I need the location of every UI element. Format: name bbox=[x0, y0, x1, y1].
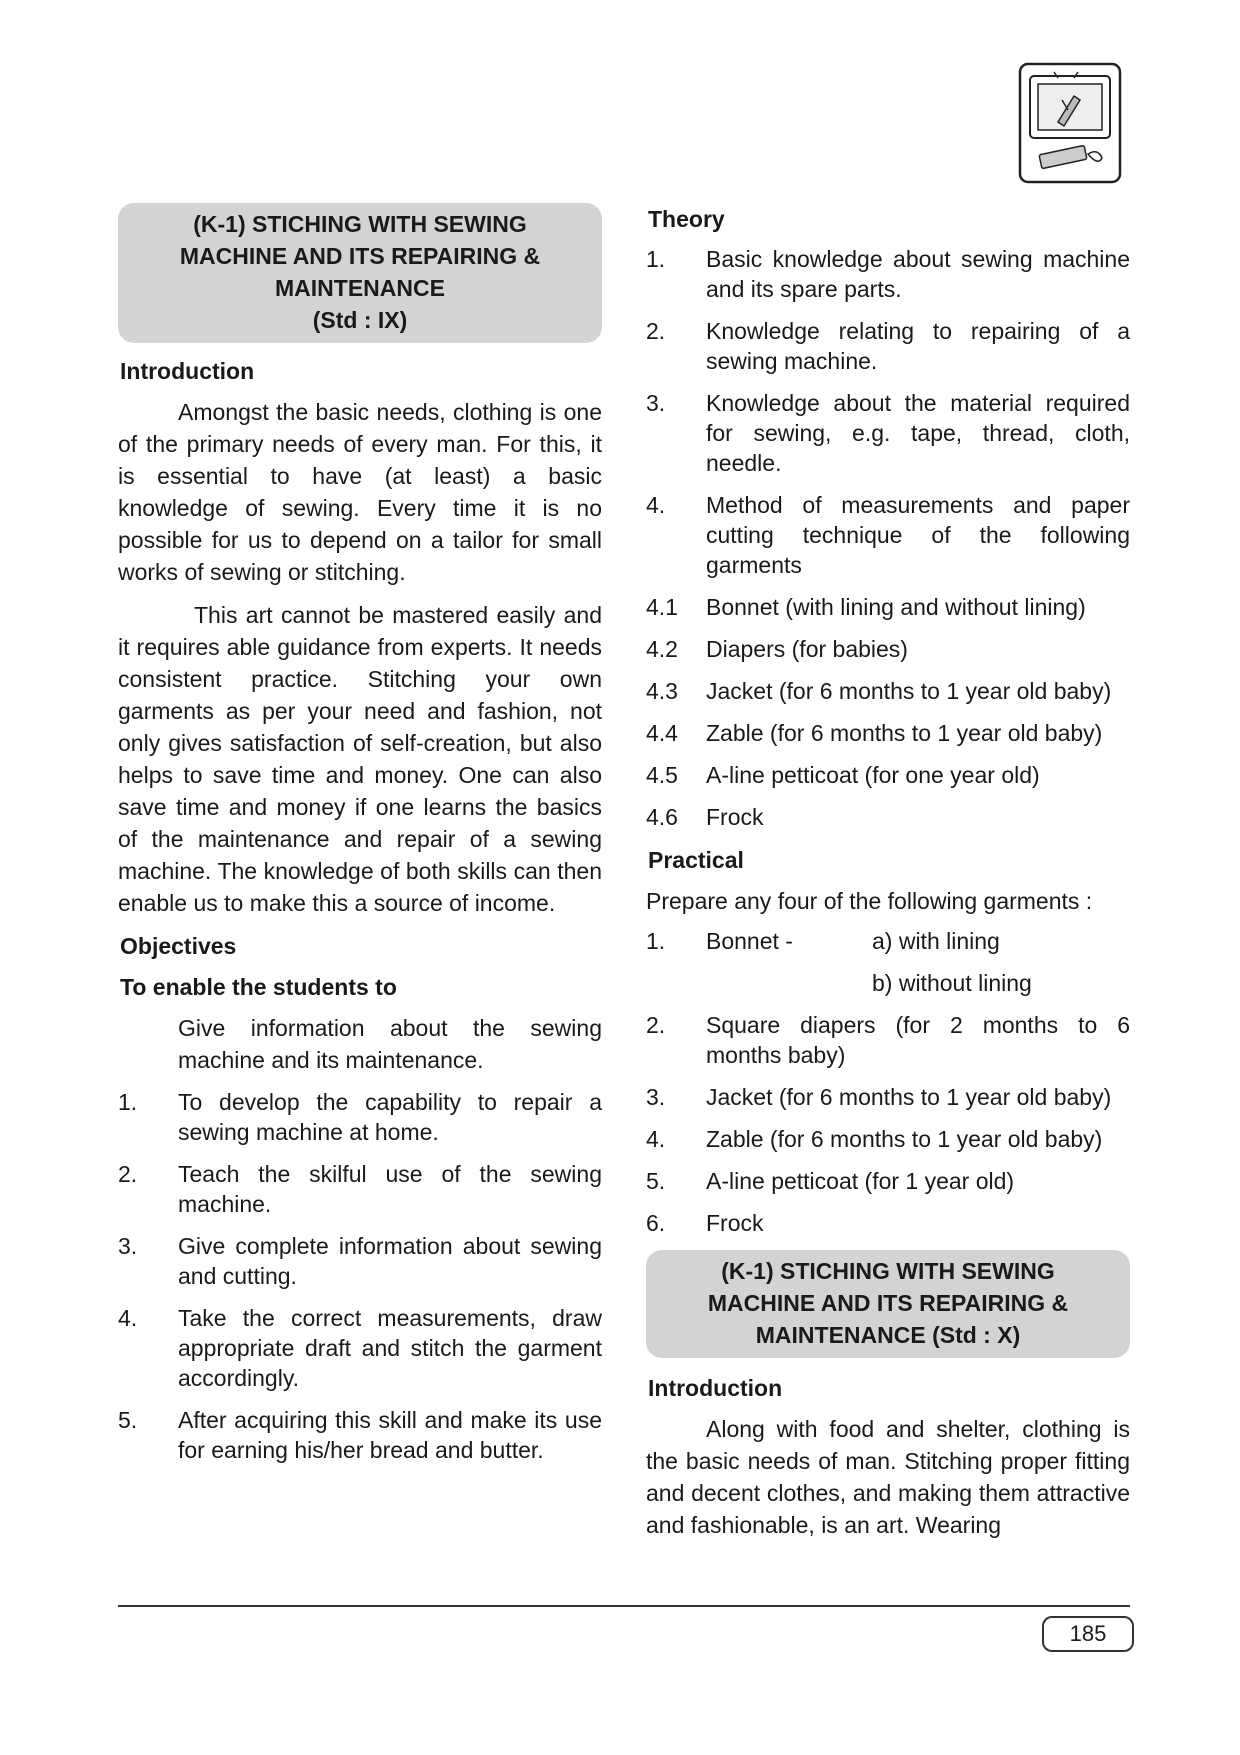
item-number: 1. bbox=[646, 928, 666, 954]
practical-item bbox=[646, 1010, 1130, 1070]
item-number: 4. bbox=[646, 492, 666, 518]
item-text: Frock bbox=[706, 1210, 764, 1236]
item-text: Knowledge relating to repairing of a sewing machine. bbox=[706, 318, 1130, 374]
standard-label: (Std : IX) bbox=[312, 307, 408, 333]
practical-item bbox=[646, 1166, 1130, 1196]
item-number: 4.1 bbox=[646, 594, 678, 620]
item-text: Jacket (for 6 months to 1 year old baby) bbox=[706, 678, 1112, 704]
course-title-line: MACHINE AND ITS REPAIRING & bbox=[179, 243, 541, 269]
course-title-line: MACHINE AND ITS REPAIRING & bbox=[707, 1290, 1069, 1316]
item-text: Knowledge about the material required for sewing, e.g. tape, thread, cloth, needle. bbox=[706, 390, 1130, 476]
item-number: 4. bbox=[118, 1305, 138, 1331]
item-number: 6. bbox=[646, 1210, 666, 1236]
item-number: 4. bbox=[646, 1126, 666, 1152]
item-number: 4.6 bbox=[646, 804, 678, 830]
course-title-box-std-ix bbox=[118, 203, 602, 343]
item-number: 4.2 bbox=[646, 636, 678, 662]
objectives-heading: Objectives bbox=[120, 933, 237, 959]
course-title-line: (K-1) STICHING WITH SEWING bbox=[721, 1258, 1055, 1284]
intro-paragraph: Amongst the basic needs, clothing is one of the primary needs of every man. For this, it is essential to have (at least) a basic knowledge of sewing. Every time it is no possible for us to depend on a tailor for small works of sewing or stitching. bbox=[118, 399, 602, 585]
item-number: 3. bbox=[646, 390, 666, 416]
objective-item bbox=[118, 1087, 602, 1147]
item-number: 4.5 bbox=[646, 762, 678, 788]
introduction-heading: Introduction bbox=[648, 1375, 783, 1401]
theory-item bbox=[646, 388, 1130, 478]
item-number: 3. bbox=[118, 1233, 138, 1259]
objective-item bbox=[118, 1159, 602, 1219]
item-name: Bonnet - bbox=[706, 928, 793, 954]
page-number: 185 bbox=[1042, 1616, 1134, 1652]
practical-item bbox=[646, 1124, 1130, 1154]
objective-intro: Give information about the sewing machine and its maintenance. bbox=[178, 1015, 602, 1073]
item-text: Take the correct measurements, draw appropriate draft and stitch the garment accordingly. bbox=[178, 1305, 602, 1391]
item-number: 5. bbox=[646, 1168, 666, 1194]
theory-item bbox=[646, 760, 1130, 790]
theory-item bbox=[646, 718, 1130, 748]
course-title-line: MAINTENANCE (Std : X) bbox=[755, 1322, 1021, 1348]
item-text: Give complete information about sewing and cutting. bbox=[178, 1233, 602, 1289]
footer-rule bbox=[118, 1605, 1130, 1607]
intro-paragraph: This art cannot be mastered easily and it requires able guidance from experts. It needs consistent practice. Stitching your own garments as per your need and fashion, not only gives satisfaction of self-creation, but also helps to save time and money. One can also save time and money if one learns the basics of the maintenance and repair of a sewing machine. The knowledge of both skills can then enable us to make this a source of income. bbox=[118, 602, 602, 916]
practical-item bbox=[646, 1208, 1130, 1238]
practical-item-bonnet bbox=[646, 926, 1130, 956]
item-text: Jacket (for 6 months to 1 year old baby) bbox=[706, 1084, 1112, 1110]
item-text: Bonnet (with lining and without lining) bbox=[706, 594, 1086, 620]
item-text: Method of measurements and paper cutting technique of the following garments bbox=[706, 492, 1130, 578]
item-number: 2. bbox=[646, 1012, 666, 1038]
theory-item bbox=[646, 592, 1130, 622]
course-title-line: MAINTENANCE bbox=[275, 275, 445, 301]
theory-item bbox=[646, 802, 1130, 832]
computer-drawing-icon bbox=[1018, 62, 1122, 186]
right-column bbox=[646, 203, 1130, 1552]
item-text: Frock bbox=[706, 804, 764, 830]
left-column bbox=[118, 203, 602, 1477]
item-text: Zable (for 6 months to 1 year old baby) bbox=[706, 1126, 1103, 1152]
theory-item bbox=[646, 244, 1130, 304]
practical-item bbox=[646, 1082, 1130, 1112]
item-number: 5. bbox=[118, 1407, 138, 1433]
item-text: Basic knowledge about sewing machine and its spare parts. bbox=[706, 246, 1130, 302]
introduction-heading: Introduction bbox=[120, 358, 255, 384]
item-number: 1. bbox=[646, 246, 666, 272]
item-text: After acquiring this skill and make its use for earning his/her bread and butter. bbox=[178, 1407, 602, 1463]
item-number: 2. bbox=[646, 318, 666, 344]
practical-heading: Practical bbox=[648, 847, 744, 873]
objective-item bbox=[118, 1231, 602, 1291]
objective-item bbox=[118, 1303, 602, 1393]
enable-students-heading: To enable the students to bbox=[120, 974, 397, 1000]
item-text: A-line petticoat (for 1 year old) bbox=[706, 1168, 1015, 1194]
item-number: 4.4 bbox=[646, 720, 678, 746]
item-number: 1. bbox=[118, 1089, 138, 1115]
theory-heading: Theory bbox=[648, 206, 725, 232]
item-text: Zable (for 6 months to 1 year old baby) bbox=[706, 720, 1103, 746]
item-text: A-line petticoat (for one year old) bbox=[706, 762, 1040, 788]
item-number: 3. bbox=[646, 1084, 666, 1110]
item-number: 2. bbox=[118, 1161, 138, 1187]
item-text: Teach the skilful use of the sewing machine. bbox=[178, 1161, 602, 1217]
item-text: Diapers (for babies) bbox=[706, 636, 908, 662]
objective-item bbox=[118, 1405, 602, 1465]
bonnet-option: b) without lining bbox=[872, 970, 1032, 996]
intro-paragraph: Along with food and shelter, clothing is the basic needs of man. Stitching proper fitting and decent clothes, and making them attractive and fashionable, is an art. Wearing bbox=[646, 1416, 1130, 1538]
theory-item bbox=[646, 490, 1130, 580]
course-title-line: (K-1) STICHING WITH SEWING bbox=[193, 211, 527, 237]
theory-item bbox=[646, 634, 1130, 664]
practical-intro: Prepare any four of the following garments : bbox=[646, 888, 1093, 914]
theory-item bbox=[646, 316, 1130, 376]
course-title-box-std-x bbox=[646, 1250, 1130, 1358]
item-text: To develop the capability to repair a sewing machine at home. bbox=[178, 1089, 602, 1145]
bonnet-option: a) with lining bbox=[872, 928, 1000, 954]
theory-item bbox=[646, 676, 1130, 706]
item-text: Square diapers (for 2 months to 6 months baby) bbox=[706, 1012, 1130, 1068]
item-number: 4.3 bbox=[646, 678, 678, 704]
